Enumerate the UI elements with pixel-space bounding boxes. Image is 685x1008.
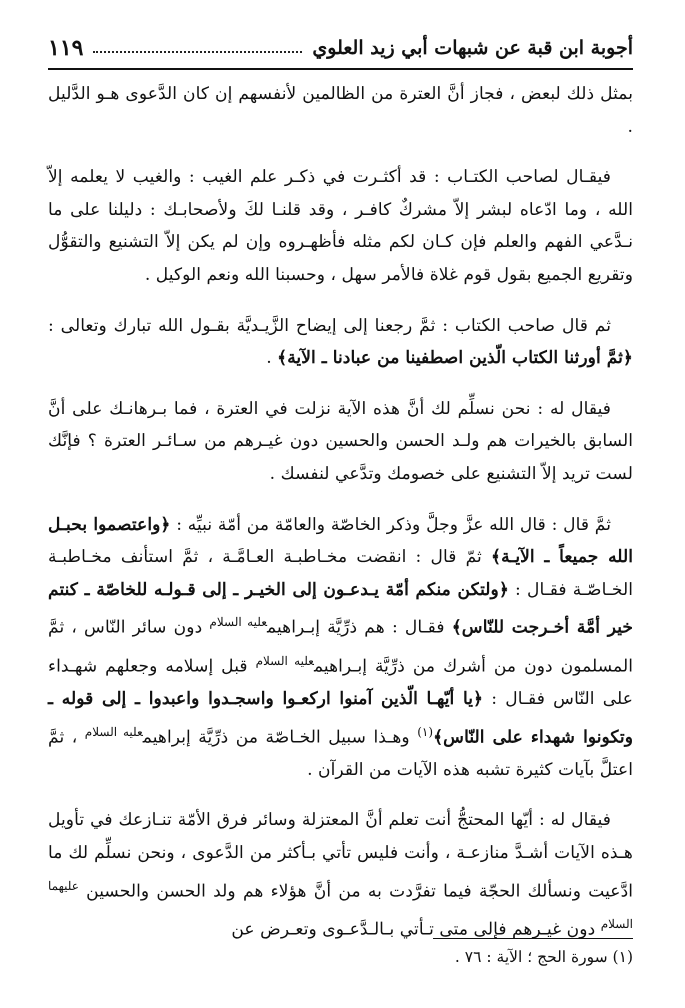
paragraph-5-text: دون سائر النّاس ، ثمَّ المسلمون دون من أشرك من ذرِّيَّة إبـراهيم bbox=[48, 618, 634, 677]
paragraph-1-text: بمثل ذلك لبعض ، فجاز أنَّ العترة من الظالمين لأنفسهم إن كان الدَّعوى هـو الدَّليل . bbox=[48, 84, 633, 137]
paragraph-2 bbox=[48, 161, 633, 291]
footnote-rule bbox=[433, 938, 633, 939]
paragraph-5-text: ثمَّ قال : قال الله عزَّ وجلَّ وذكر الخاصّة والعامّة من أمّة نبيِّه : bbox=[176, 514, 612, 535]
header-title: أجوبة ابن قبة عن شبهات أبي زيد العلوي bbox=[312, 37, 633, 59]
paragraph-5-text: ثمّ قال : انقضت مخـاطبـة العـامَّـة ، ثمَّ استأنف مخـاطبـة الخـاصّـة فقـال : bbox=[48, 547, 633, 600]
paragraph-6 bbox=[48, 804, 633, 946]
paragraph-1 bbox=[48, 78, 633, 143]
honorific-symbol: عليه السلام bbox=[84, 724, 143, 739]
paragraph-3 bbox=[48, 310, 633, 375]
paragraph-5-text: قبل إسلامه وجعلهم شهـداء على النّاس فقـال : bbox=[48, 656, 633, 709]
main-text bbox=[48, 78, 633, 964]
quran-quote: ﴿واعتصموا بحبـل الله جميعاً ـ الآيـة﴾ bbox=[48, 514, 633, 568]
paragraph-3-end: . bbox=[266, 348, 272, 369]
paragraph-5-text: ، ثمَّ اعتلَّ بآيات كثيرة تشبه هذه الآيات من القرآن . bbox=[48, 727, 633, 780]
quran-quote: ﴿ثمَّ أورثنا الكتاب الّذين اصطفينا من عبادنا ـ الآية﴾ bbox=[277, 348, 633, 369]
paragraph-6-text: دون غيـرهم فإلى متى تـأتي بـالـدَّعـوى وتعـرض عن bbox=[231, 919, 596, 940]
header-rule bbox=[48, 68, 633, 70]
quran-quote: ﴿ولتكن منكم أمّة يـدعـون إلى الخيـر ـ إلى قـولـه للخاصّة ـ كنتم خير أمَّة أخـرجت للنّاس﴾ bbox=[48, 579, 634, 639]
running-header bbox=[48, 30, 633, 66]
paragraph-2-text: فيقـال لصاحب الكتـاب : قد أكثـرت في ذكـر علم الغيب : والغيب لا يعلمه إلاّ الله ، وما ادّعاه لبشر إلاّ مشركٌ كافـر ، وقد قلنـا لكَ ولأصحابـك : دليلنا على ما نـدَّعي الفهم والعلم فإن كـان لكم مثله فأظهـروه وإن لم يكن إلاّ التشنيع والتقوُّل وتقريع الجميع بقول قوم غلاة فالأمر سهل ، وحسبنا الله ونعم الوكيل . bbox=[48, 167, 633, 285]
quran-quote: ﴿يا أيّهـا الّذين آمنوا اركعـوا واسجـدوا واعبدوا ـ إلى قوله ـ وتكونوا شهداء على النّاس﴾ bbox=[48, 688, 633, 748]
header-dot-leader bbox=[93, 51, 302, 53]
paragraph-5-text: وهـذا سبيل الخـاصّة من ذرِّيَّة إبراهيم bbox=[142, 727, 410, 748]
footnote-reference[interactable]: (١) bbox=[417, 724, 434, 739]
paragraph-5-text: فقـال : هم ذرِّيَّة إبـراهيم bbox=[267, 618, 445, 639]
page-number: ١١٩ bbox=[48, 35, 84, 61]
paragraph-4-text: فيقال له : نحن نسلِّم لك أنَّ هذه الآية نزلت في العترة ، فما بـرهانـك على أنَّ السابق بالخيرات هم ولـد الحسن والحسين دون غيـرهم من سـائـر العترة ؟ فإنَّك لست تريد إلاّ التشنيع على خصومك وتدَّعي لنفسك . bbox=[48, 398, 633, 484]
honorific-symbol: عليه السلام bbox=[209, 615, 268, 630]
paragraph-4 bbox=[48, 393, 633, 491]
honorific-symbol: عليهما السلام bbox=[48, 878, 633, 931]
footnote: (١) سورة الحج ؛ الآية : ٧٦ . bbox=[454, 948, 633, 966]
paragraph-3-text: ثم قال صاحب الكتاب : ثمَّ رجعنا إلى إيضاح الزَّيـديَّة بقـول الله تبارك وتعالى : bbox=[48, 315, 611, 336]
paragraph-6-text: فيقال له : أيّها المحتجُّ أنت تعلم أنَّ المعتزلة وسائر فرق الأمّة تنـازعك في تأويل هـذه الآيات أشـدَّ منازعـة ، وأنت فليس تأتي بـأكثر من الدَّعوى ، ونحن نسلِّم لك ما ادَّعيت ونسألك الحجّة فيما تفرَّدت به من أنَّ هؤلاء هم ولد الحسن والحسين bbox=[48, 810, 633, 902]
paragraph-5 bbox=[48, 509, 633, 787]
honorific-symbol: عليه السلام bbox=[255, 653, 314, 668]
